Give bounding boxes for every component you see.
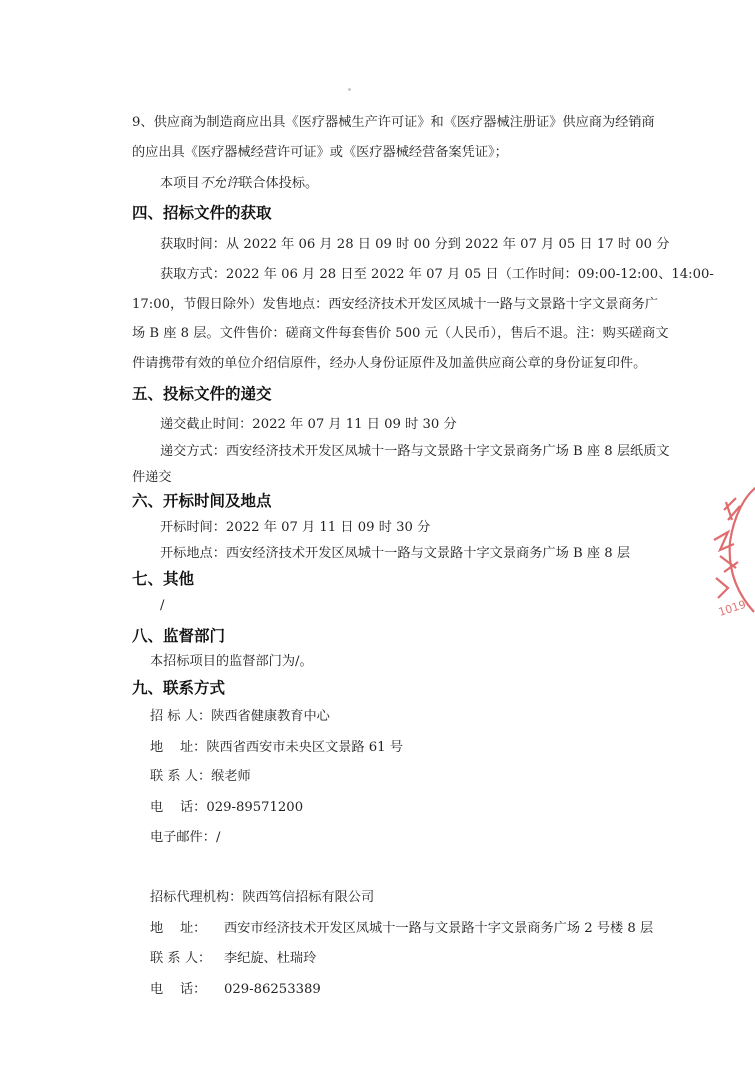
other-content: / [160, 598, 165, 613]
consortium-prefix: 本项目 [160, 176, 200, 191]
doc-obtain-method-line-1: 获取方式：2022 年 06 月 28 日至 2022 年 07 月 05 日（工作时间：09:00-12:00、14:00- [160, 267, 714, 282]
agency-phone-value: 029-86253389 [224, 982, 321, 997]
opening-place: 开标地点：西安经济技术开发区凤城十一路与文景路十字文景商务广场 B 座 8 层 [160, 546, 631, 561]
submission-method-line-2: 件递交 [132, 470, 172, 485]
tenderer-address-label: 地 址： [150, 740, 207, 755]
doc-obtain-time: 获取时间：从 2022 年 06 月 28 日 09 时 00 分到 2022 年 07 月 05 日 17 时 00 分 [160, 237, 670, 252]
consortium-suffix: 联合体投标。 [239, 176, 319, 191]
supervision-content: 本招标项目的监督部门为/。 [150, 654, 313, 669]
tenderer-phone-value: 029-89571200 [206, 800, 304, 815]
tenderer-name-row [150, 708, 330, 726]
doc-obtain-method-line-2: 17:00，节假日除外）发售地点：西安经济技术开发区凤城十一路与文景路十字文景商务广 [132, 297, 658, 312]
tenderer-phone-label: 电 话： [150, 800, 207, 815]
svg-text:1019: 1019 [716, 597, 748, 619]
tenderer-name-value: 陕西省健康教育中心 [211, 709, 330, 724]
tenderer-name-label: 招 标 人： [150, 709, 212, 724]
section-8-heading: 八、监督部门 [132, 627, 226, 645]
agency-contact-label: 联 系 人： [150, 951, 212, 966]
doc-obtain-method-line-3: 场 B 座 8 层。文件售价：磋商文件每套售价 500 元（人民币），售后不退。注：购买磋商文 [132, 326, 669, 341]
tenderer-email-value: / [215, 830, 221, 845]
consortium-note [160, 175, 318, 193]
agency-contact-value: 李纪旋、杜瑞玲 [224, 951, 317, 966]
tenderer-email-label: 电子邮件： [150, 830, 216, 845]
tenderer-contact-value: 缑老师 [211, 769, 251, 784]
section-7-heading: 七、其他 [132, 570, 195, 588]
tenderer-email-row [150, 829, 220, 847]
tenderer-phone-row [150, 799, 303, 817]
section-9-heading: 九、联系方式 [132, 679, 226, 697]
item-9-line-2: 的应出具《医疗器械经营许可证》或《医疗器械经营备案凭证》； [132, 145, 508, 160]
agency-phone-row [150, 981, 321, 999]
agency-name-row [150, 889, 374, 907]
opening-time: 开标时间：2022 年 07 月 11 日 09 时 30 分 [160, 520, 431, 535]
tenderer-address-row [150, 739, 403, 757]
agency-name: 陕西笃信招标有限公司 [242, 890, 375, 905]
tenderer-contact-row [150, 768, 251, 786]
section-6-heading: 六、开标时间及地点 [132, 492, 272, 510]
section-4-heading: 四、招标文件的获取 [132, 204, 272, 222]
agency-label: 招标代理机构： [150, 890, 243, 905]
agency-contact-row [150, 950, 316, 968]
official-seal-icon [706, 480, 755, 630]
agency-address-row [150, 920, 653, 938]
section-5-heading: 五、投标文件的递交 [132, 385, 272, 403]
consortium-italic: 不允许 [199, 176, 240, 191]
tenderer-contact-label: 联 系 人： [150, 769, 212, 784]
agency-phone-label: 电 话： [150, 982, 207, 997]
doc-obtain-method-line-4: 件请携带有效的单位介绍信原件，经办人身份证原件及加盖供应商公章的身份证复印件。 [132, 356, 647, 371]
tenderer-address-value: 陕西省西安市未央区文景路 61 号 [206, 740, 403, 755]
agency-address-label: 地 址： [150, 921, 207, 936]
agency-address-value: 西安市经济技术开发区凤城十一路与文景路十字文景商务广场 2 号楼 8 层 [224, 921, 654, 936]
submission-method-line-1: 递交方式：西安经济技术开发区凤城十一路与文景路十字文景商务广场 B 座 8 层纸质文 [160, 444, 670, 459]
scan-speck [348, 88, 351, 91]
item-9-line-1: 9、供应商为制造商应出具《医疗器械生产许可证》和《医疗器械注册证》供应商为经销商 [132, 115, 655, 130]
submission-deadline: 递交截止时间：2022 年 07 月 11 日 09 时 30 分 [160, 417, 457, 432]
